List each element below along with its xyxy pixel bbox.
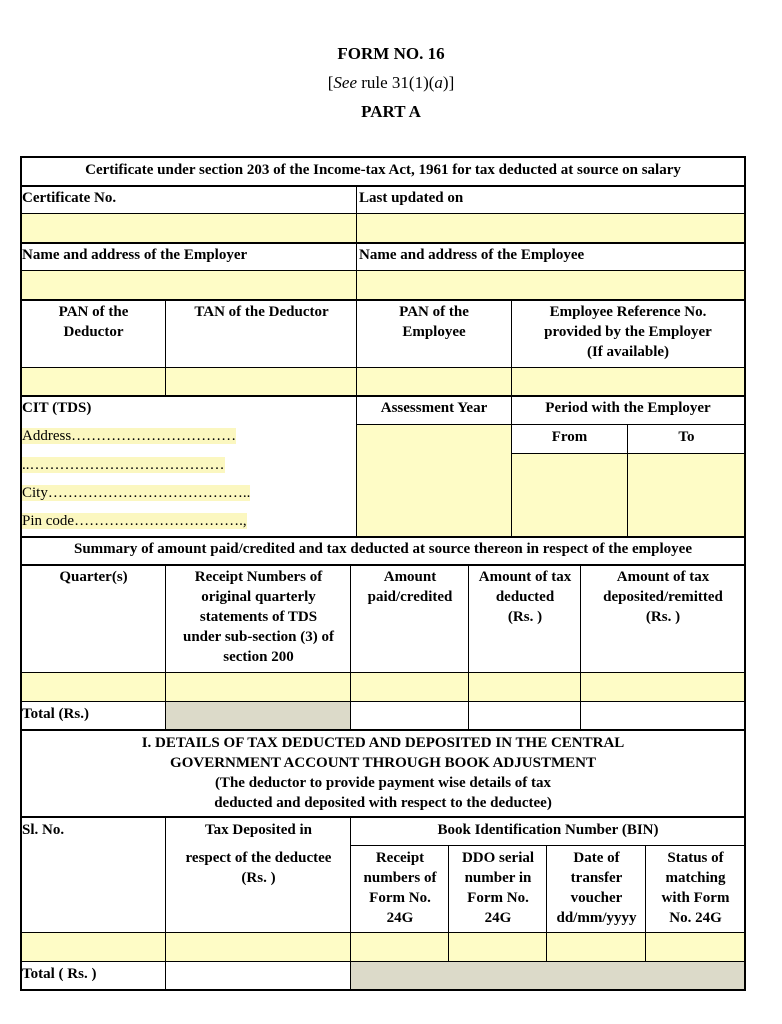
rule (20, 185, 746, 187)
emp-ref-field[interactable] (511, 368, 745, 396)
address-line-2[interactable]: ..………………………………… (22, 457, 225, 473)
rule (20, 299, 746, 301)
rule (20, 395, 746, 397)
rule (20, 729, 746, 731)
cit-tds-label: CIT (TDS) (22, 400, 92, 416)
certificate-no-field[interactable] (21, 214, 357, 243)
bin-date-field[interactable] (547, 933, 646, 962)
tax-deposited-header: Amount of tax deposited/remitted (Rs. ) (603, 569, 723, 625)
rule (20, 816, 746, 818)
emp-ref-label: Employee Reference No. provided by the Employer (If available) (544, 304, 712, 360)
rule (351, 845, 746, 846)
period-from-field[interactable] (511, 454, 628, 537)
last-updated-label: Last updated on (359, 190, 464, 206)
rule (20, 672, 746, 673)
rule (350, 816, 351, 990)
rule-bottom (20, 989, 746, 991)
rule-top (20, 156, 746, 158)
pan-employee-label: PAN of the Employee (399, 304, 469, 340)
certificate-title: Certificate under section 203 of the Income-tax Act, 1961 for tax deducted at source on salary (85, 162, 681, 178)
rule (357, 424, 746, 425)
rule (627, 424, 628, 537)
rule (511, 453, 746, 454)
assessment-year-label: Assessment Year (380, 400, 488, 416)
bin-date-header: Date of transfer voucher dd/mm/yyyy (556, 850, 637, 926)
pan-deductor-field[interactable] (21, 368, 166, 396)
rule (165, 299, 166, 396)
tan-deductor-label: TAN of the Deductor (194, 304, 329, 320)
bin-header: Book Identification Number (BIN) (437, 822, 659, 838)
section1-total-label: Total ( Rs. ) (22, 966, 97, 982)
rule-reference: [See rule 31(1)(a)] (327, 73, 455, 92)
tax-dep-deductee-field[interactable] (166, 933, 351, 962)
rule (468, 564, 469, 730)
rule (645, 845, 646, 962)
summary-title: Summary of amount paid/credited and tax deducted at source thereon in respect of the employee (73, 541, 693, 557)
bin-receipt-header: Receipt numbers of Form No. 24G (363, 850, 437, 926)
amount-paid-field[interactable] (351, 673, 469, 702)
assessment-year-field[interactable] (357, 425, 511, 537)
bin-status-header: Status of matching with Form No. 24G (661, 850, 730, 926)
tax-deducted-header: Amount of tax deducted (Rs. ) (478, 569, 572, 625)
summary-total-label: Total (Rs.) (22, 706, 89, 722)
amount-paid-header: Amount paid/credited (367, 569, 453, 605)
section1-title: I. DETAILS OF TAX DEDUCTED AND DEPOSITED IN THE CENTRAL GOVERNMENT ACCOUNT THROUGH BOOK ADJUSTMENT (The deductor to provide payment wise details of tax deducted and deposited with respect to the deductee) (141, 735, 625, 811)
pin-code-line[interactable]: Pin code……………………………., (22, 513, 247, 529)
pan-employee-field[interactable] (357, 368, 511, 396)
rule (165, 564, 166, 730)
sl-no-field[interactable] (21, 933, 166, 962)
rule-right (744, 156, 746, 991)
rule (511, 299, 512, 537)
rule (20, 242, 746, 244)
employer-label: Name and address of the Employer (22, 247, 248, 263)
rule (580, 564, 581, 730)
rule (448, 845, 449, 962)
total-bin-disabled (351, 962, 745, 990)
receipt-no-field[interactable] (166, 673, 351, 702)
bin-receipt-field[interactable] (351, 933, 449, 962)
rule (165, 816, 166, 990)
rule (20, 701, 746, 702)
quarter-field[interactable] (21, 673, 166, 702)
bin-status-field[interactable] (646, 933, 745, 962)
rule (20, 367, 746, 368)
rule (20, 564, 746, 566)
rule (20, 932, 746, 933)
pan-deductor-label: PAN of the Deductor (58, 304, 129, 340)
rule (20, 536, 746, 538)
certificate-no-label: Certificate No. (22, 190, 117, 206)
tan-deductor-field[interactable] (166, 368, 357, 396)
tax-deposited-field[interactable] (581, 673, 745, 702)
rule (356, 185, 357, 537)
quarters-header: Quarter(s) (59, 569, 128, 585)
rule (20, 270, 746, 271)
form-number: FORM NO. 16 (337, 44, 445, 63)
rule (20, 213, 746, 214)
sl-no-header: Sl. No. (22, 822, 65, 838)
employee-label: Name and address of the Employee (359, 247, 585, 263)
part-title: PART A (361, 102, 421, 121)
bin-ddo-header: DDO serial number in Form No. 24G (461, 850, 535, 926)
rule (546, 845, 547, 962)
employee-name-field[interactable] (357, 271, 745, 300)
period-to-field[interactable] (628, 454, 745, 537)
address-line[interactable]: Address…………………………… (22, 428, 237, 444)
rule (350, 564, 351, 730)
employer-name-field[interactable] (21, 271, 357, 300)
last-updated-field[interactable] (357, 214, 745, 243)
rule-left (20, 156, 22, 991)
rule (20, 961, 746, 962)
bin-ddo-field[interactable] (449, 933, 547, 962)
tax-deposited-in-header: Tax Deposited in respect of the deductee (Rs. ) (185, 822, 332, 886)
total-receipt-disabled (166, 702, 351, 730)
from-label: From (551, 429, 588, 445)
period-label: Period with the Employer (545, 400, 711, 416)
city-line[interactable]: City………………………………….. (22, 485, 251, 501)
tax-deducted-field[interactable] (469, 673, 581, 702)
to-label: To (678, 429, 695, 445)
receipt-numbers-header: Receipt Numbers of original quarterly statements of TDS under sub-section (3) of section 200 (183, 569, 334, 665)
